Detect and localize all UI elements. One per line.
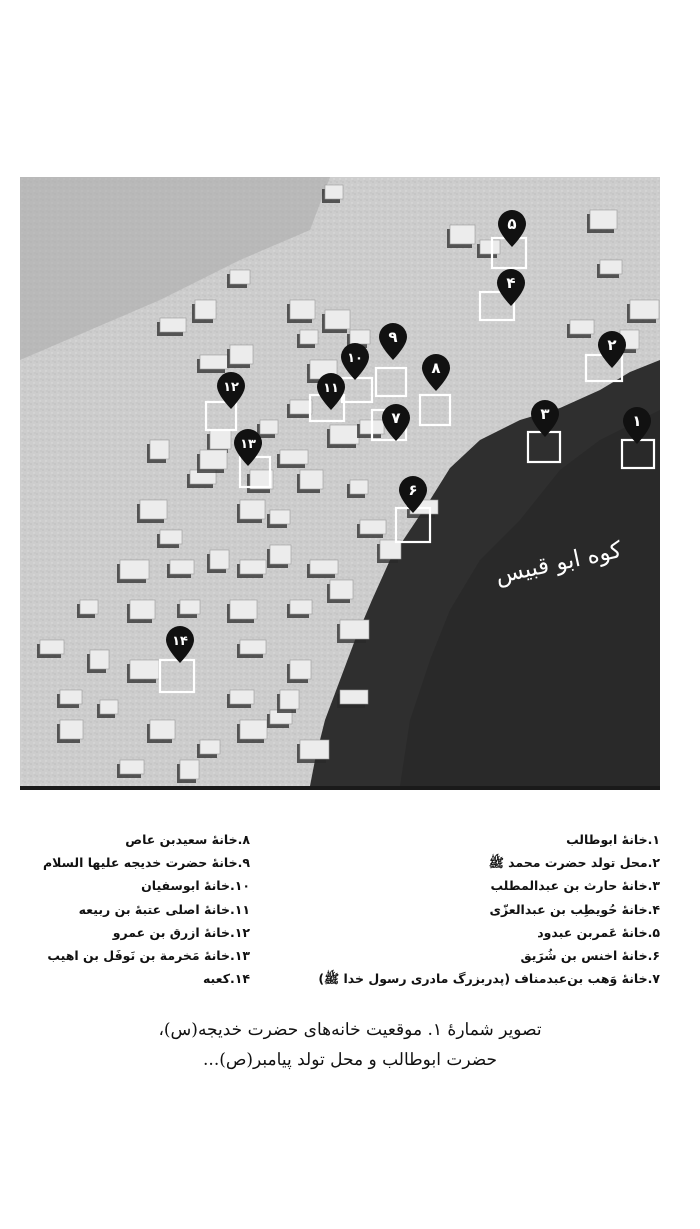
marker-label-2: ۲ [607, 336, 617, 354]
house [160, 318, 186, 332]
house [360, 520, 386, 534]
house [60, 690, 82, 704]
house [60, 720, 83, 739]
house [240, 640, 266, 654]
legend-item-3: ۳.خانهٔ حارث بن عبدالمطلب [490, 878, 660, 894]
marker-label-12: ۱۲ [223, 380, 239, 395]
figure-caption-line-2: حضرت ابوطالب و محل تولد پیامبر(ص)... [203, 1050, 497, 1070]
marker-label-5: ۵ [507, 215, 517, 233]
marker-label-8: ۸ [431, 359, 441, 377]
marker-label-4: ۴ [506, 274, 516, 292]
house [270, 545, 291, 564]
house [630, 300, 659, 319]
legend-item-4: ۴.خانهٔ حُویطِب بن عبدالعزّی [489, 901, 660, 917]
legend-item-13: ۱۳.خانهٔ مَخرمة بن نَوفَل بن اهیب [47, 948, 250, 964]
marker-label-6: ۶ [408, 481, 418, 499]
house [330, 425, 359, 444]
house [300, 740, 329, 759]
legend-item-12: ۱۲.خانهٔ ازرق بن عمرو [112, 924, 250, 940]
legend-item-7: ۷.خانهٔ وَهب بن‌عبدمناف (پدربزرگ مادری رسول خدا ﷺ) [318, 971, 660, 987]
house [325, 185, 343, 199]
house [230, 600, 257, 619]
marker-label-1: ۱ [632, 412, 642, 430]
house [230, 690, 254, 704]
legend-column-left [43, 828, 250, 990]
house [300, 470, 323, 489]
house [300, 330, 318, 344]
legend-item-10: ۱۰.خانهٔ ابوسفیان [141, 878, 250, 894]
house [240, 560, 266, 574]
house [200, 740, 220, 754]
house [230, 270, 250, 284]
house [150, 720, 175, 739]
legend-item-11: ۱۱.خانهٔ اصلی عتبهٔ بن ربیعه [78, 901, 250, 917]
figure-caption-line-1: تصویر شمارهٔ ۱. موقعیت خانه‌های حضرت خدیجه(س)، [158, 1020, 542, 1040]
house [140, 500, 167, 519]
marker-label-7: ۷ [391, 409, 401, 427]
house [290, 600, 312, 614]
house [200, 450, 227, 469]
house [290, 300, 315, 319]
house [350, 330, 370, 344]
house [570, 320, 594, 334]
house [195, 300, 216, 319]
marker-label-3: ۳ [540, 405, 550, 423]
house [290, 660, 311, 679]
house [450, 225, 475, 244]
marker-label-13: ۱۳ [240, 437, 256, 452]
house [130, 660, 159, 679]
house [600, 260, 622, 274]
house [160, 530, 182, 544]
legend-item-9: ۹.خانهٔ حضرت خدیجه علیها السلام [43, 855, 250, 871]
house [270, 510, 290, 524]
legend-column-right [318, 828, 660, 990]
legend-item-14: ۱۴.کعبه [202, 971, 250, 987]
house [240, 720, 267, 739]
house [310, 560, 338, 574]
house [280, 690, 299, 709]
house [210, 550, 229, 569]
house [40, 640, 64, 654]
house [120, 560, 149, 579]
house [280, 450, 308, 464]
house [180, 600, 200, 614]
aerial-map [20, 177, 660, 786]
house [330, 580, 353, 599]
legend-item-1: ۱.خانهٔ ابوطالب [566, 832, 660, 847]
house [290, 400, 312, 414]
house [100, 700, 118, 714]
house [120, 760, 144, 774]
marker-label-14: ۱۴ [172, 634, 188, 649]
marker-label-10: ۱۰ [347, 351, 363, 366]
marker-label-9: ۹ [388, 328, 398, 346]
house [590, 210, 617, 229]
house [170, 560, 194, 574]
map-canvas [20, 177, 660, 786]
mountain-label: کوه ابو قبیس [493, 537, 625, 590]
house [200, 355, 228, 369]
house [340, 620, 369, 639]
house [90, 650, 109, 669]
house [150, 440, 169, 459]
house [340, 690, 368, 704]
house [350, 480, 368, 494]
legend-item-8: ۸.خانهٔ سعیدبن عاص [125, 832, 250, 847]
house [240, 500, 265, 519]
house [180, 760, 199, 779]
legend-item-5: ۵.خانهٔ عَمربن عبدود [537, 924, 660, 940]
map-bottom-rule [20, 786, 660, 790]
house [80, 600, 98, 614]
house [130, 600, 155, 619]
marker-label-11: ۱۱ [323, 381, 339, 396]
legend-item-2: ۲.محل تولد حضرت محمد ﷺ [488, 855, 660, 871]
legend-item-6: ۶.خانهٔ اخنس بن شُرَیق [520, 948, 660, 964]
house [325, 310, 350, 329]
house [230, 345, 253, 364]
house [480, 240, 500, 254]
house [210, 430, 231, 449]
house [260, 420, 278, 434]
